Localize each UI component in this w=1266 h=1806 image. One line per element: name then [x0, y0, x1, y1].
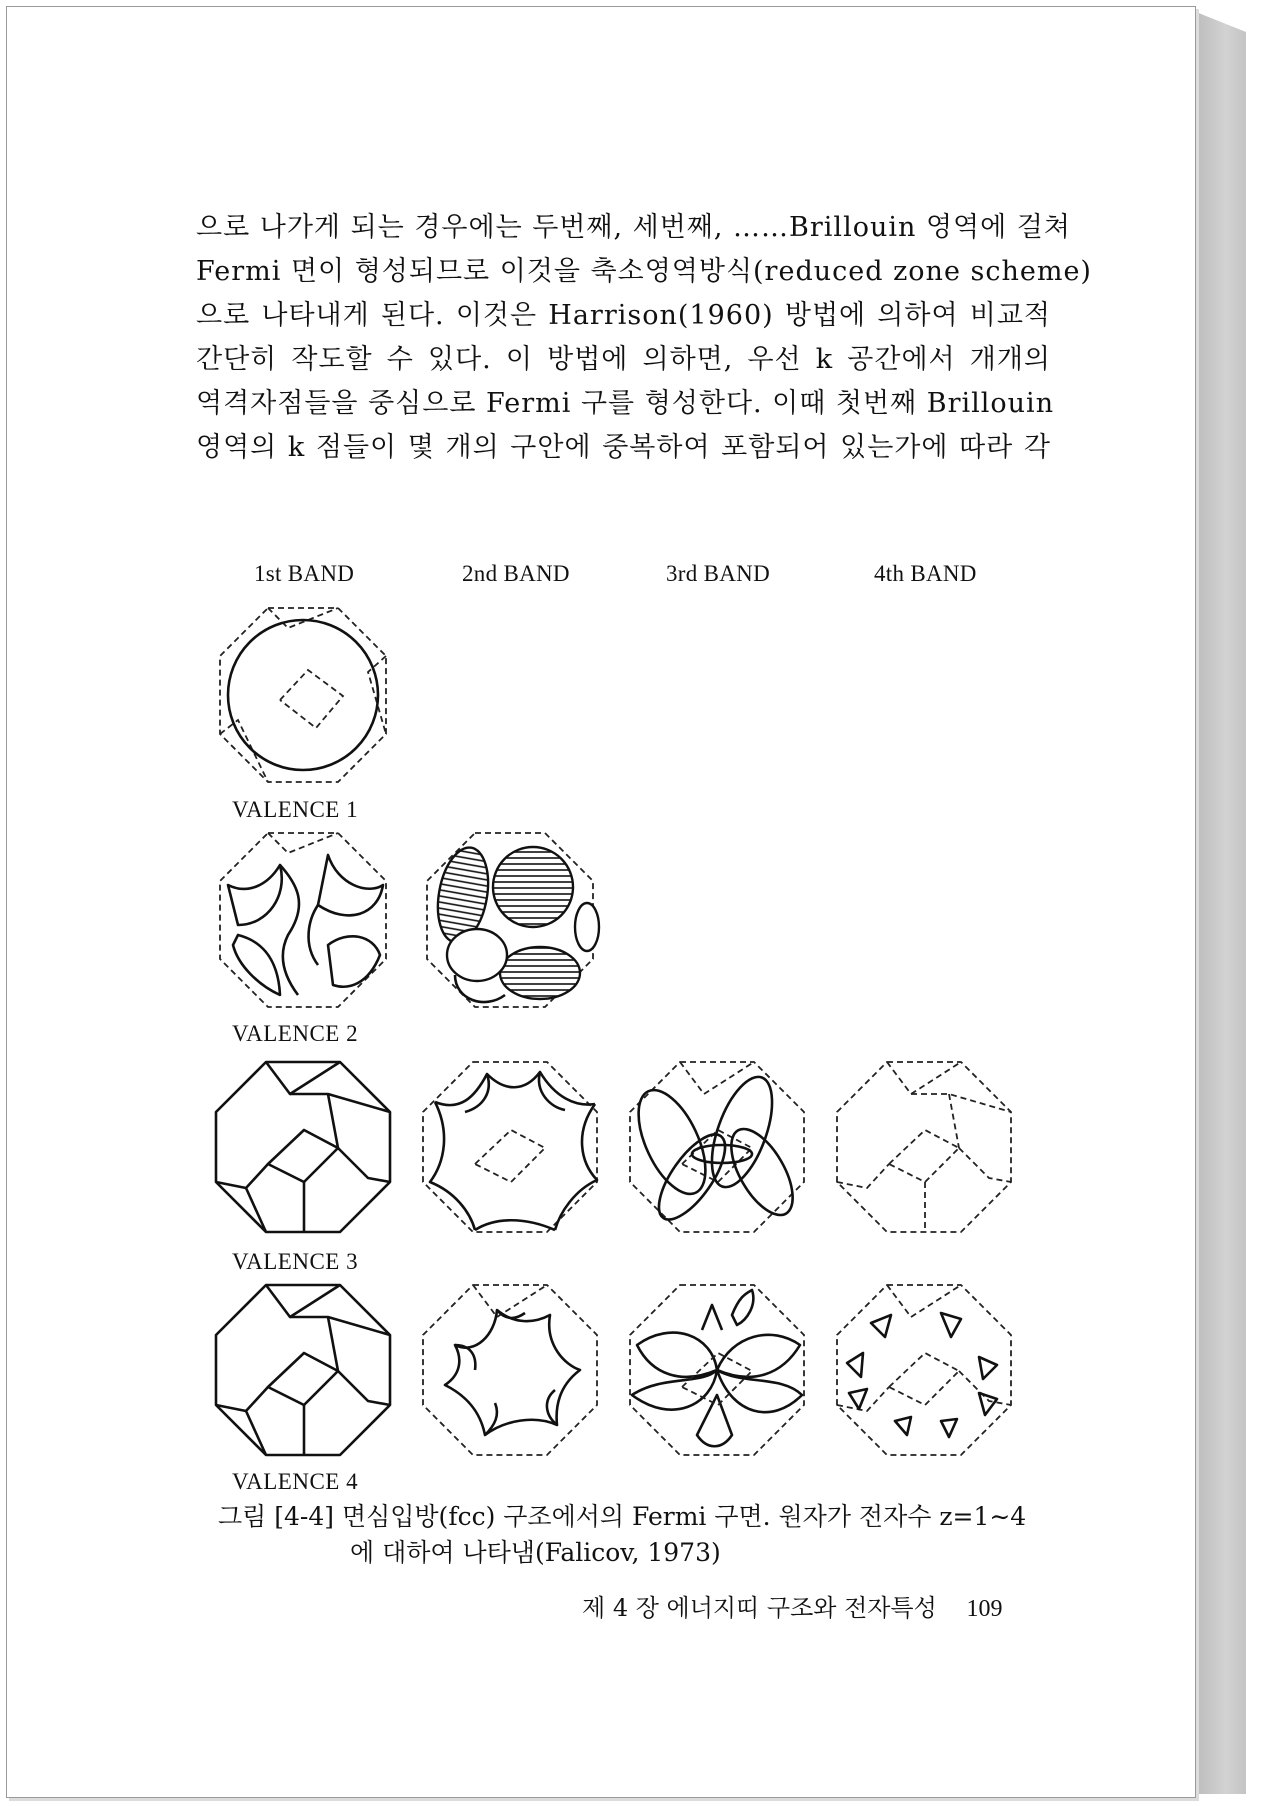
body-line: Fermi 면이 형성되므로 이것을 축소영역방식(reduced zone scheme): [196, 256, 1092, 287]
book-page-edge: [1196, 12, 1246, 1794]
fermi-surface-v4-b1: [208, 1275, 398, 1465]
fermi-surface-v3-b2: [415, 1052, 605, 1242]
caption-line-1: 그림 [4-4] 면심입방(fcc) 구조에서의 Fermi 구면. 원자가 전자수 z=1∼4: [218, 1502, 1027, 1531]
band-label-3rd: 3rd BAND: [666, 561, 770, 586]
body-paragraph: [196, 206, 1092, 470]
body-line: 으로 나가게 되는 경우에는 두번째, 세번째, ……Brillouin 영역에 걸쳐: [196, 212, 1071, 243]
page-number: 109: [966, 1596, 1003, 1622]
fermi-surface-v3-b4: [829, 1052, 1019, 1242]
fermi-surface-v2-b1: [208, 825, 398, 1015]
fermi-surface-v2-b2: [415, 825, 605, 1015]
valence-label-1: VALENCE 1: [232, 797, 359, 822]
page-footer: [582, 1588, 1002, 1623]
figure-caption: [218, 1499, 1053, 1571]
body-line: 간단히 작도할 수 있다. 이 방법에 의하면, 우선 k 공간에서 개개의: [196, 344, 1051, 375]
band-label-1st: 1st BAND: [254, 561, 355, 586]
band-label-4th: 4th BAND: [874, 561, 977, 586]
fermi-surface-v4-b3: [622, 1275, 812, 1465]
fermi-surface-v1-b1: [208, 600, 398, 790]
valence-label-3: VALENCE 3: [232, 1249, 359, 1274]
chapter-title: 제 4 장 에너지띠 구조와 전자특성: [582, 1594, 937, 1622]
valence-label-2: VALENCE 2: [232, 1021, 359, 1046]
band-label-2nd: 2nd BAND: [462, 561, 570, 586]
caption-line-2: 에 대하여 나타냄(Falicov, 1973): [350, 1538, 721, 1567]
body-line: 으로 나타내게 된다. 이것은 Harrison(1960) 방법에 의하여 비교적: [196, 300, 1051, 331]
valence-label-4: VALENCE 4: [232, 1469, 359, 1494]
fermi-surface-v4-b4: [829, 1275, 1019, 1465]
fermi-surface-v4-b2: [415, 1275, 605, 1465]
fermi-surface-v3-b1: [208, 1052, 398, 1242]
body-line: 역격자점들을 중심으로 Fermi 구를 형성한다. 이때 첫번째 Brillouin: [196, 388, 1055, 419]
body-line: 영역의 k 점들이 몇 개의 구안에 중복하여 포함되어 있는가에 따라 각: [196, 432, 1051, 463]
fermi-surface-v3-b3: [622, 1052, 812, 1242]
